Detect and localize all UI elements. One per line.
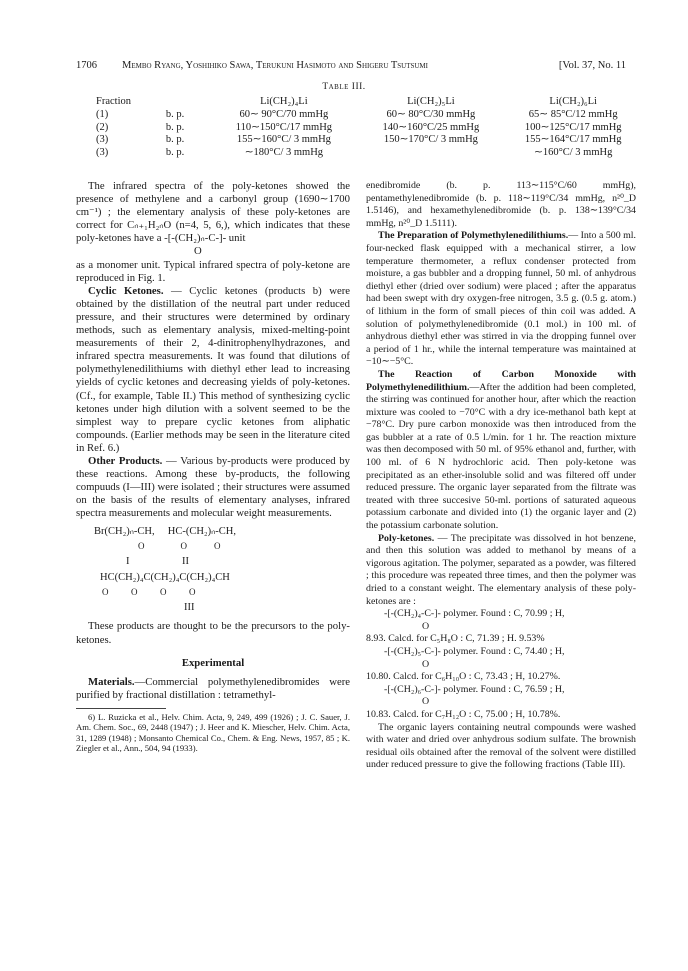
paragraph-dibromides: enedibromide (b. p. 113∼115°C/60 mmHg), pentamethylenedibromide (b. p. 118∼119°C/34 mmHg, n²⁰_D 1.5146), and hexamethylenedibromide (b. p. 138∼139°C/34 mmHg, n²⁰_D 1.5111). [366, 180, 636, 229]
table-header-row [82, 96, 642, 109]
formula-line-2: O O O [138, 541, 221, 552]
paragraph-infrared: The infrared spectra of the poly-ketones showed the presence of methylene and a carbonyl group (1690∼1700 cm⁻¹) ; the elementary analysis of these poly-ketones are correct for Cₙ₊₁H₂ₙO (n=4, 5, 6,), which indicates that these poly-ketones have a -[-(CH₂)ₙ-C-]- unit [76, 180, 350, 245]
carbonyl-o: O [194, 245, 202, 258]
materials-body: —Commercial polymethylenedibromides were purified by fractional distillation : tetramethyl- [76, 675, 350, 701]
analysis-calc-2: 10.80. Calcd. for C₆H₁₀O : C, 73.43 ; H, 10.27%. [366, 671, 561, 683]
carbonyl-o-2: O [422, 658, 430, 670]
paragraph-co-reaction [366, 369, 636, 533]
paragraph-polyketones [366, 533, 636, 609]
other-body: — Various by-products were produced by these reactions. Among these by-products, the following compuuds (I—III) were isolated ; their structures were assumed on the basis of the results of elementary analyses, infrared spectra measurements and molecular weight measurements. [76, 454, 350, 520]
col-li4: Li(CH₂)₄Li [260, 96, 308, 107]
right-column [366, 180, 636, 772]
paragraph-infrared-cont: as a monomer unit. Typical infrared spectra of poly-ketone are reproduced in Fig. 1. [76, 258, 350, 284]
col-li6: Li(CH₂)₆Li [549, 96, 597, 107]
table-row: (3) b. p. ∼180°C/ 3 mmHg ∼160°C/ 3 mmHg [96, 147, 613, 159]
formula-line-1: Br(CH₂)ₙ-CH, HC-(CH₂)ₙ-CH, [94, 526, 236, 538]
polyketones-body: — The precipitate was dissolved in hot benzene, and then this solution was added to methanol by means of a vigorous agitation. The polymer, separated as a powder, was filtered ; this procedure was repeated three times, and then the polymer was dried to a constant weight. The elementary analysis of these poly-ketones are : [366, 532, 636, 607]
experimental-heading: Experimental [181, 656, 245, 669]
fraction-table [82, 96, 642, 160]
materials-heading: Materials. [88, 675, 135, 688]
analysis-line-2: -[-(CH₂)₅-C-]- polymer. Found : C, 74.40 ; H, [384, 645, 565, 657]
paragraph-fractions: The organic layers containing neutral compounds were washed with water and dried over anhydrous sodium sulfate. The brownish residual oils obtained after the removal of the solvent were distilled under reduced pressure to give the following fractions (Table III). [366, 721, 636, 771]
table-row: (3) b. p. 155∼160°C/ 3 mmHg 150∼170°C/ 3 mmHg 155∼164°C/17 mmHg [96, 134, 622, 146]
analysis-calc-3: 10.83. Calcd. for C₇H₁₂O : C, 75.00 ; H, 10.78%. [366, 708, 561, 720]
carbonyl-o-3: O [422, 696, 430, 708]
paragraph-other [76, 455, 350, 520]
author-line: Membo Ryang, Yoshihiko Sawa, Terukuni Hasimoto and Shigeru Tsutsumi [122, 60, 428, 71]
formula-line-5: O O O O [102, 587, 196, 598]
paragraph-preparation [366, 230, 636, 369]
formula-line-6: III [184, 602, 195, 614]
volume-info: [Vol. 37, No. 11 [558, 60, 626, 71]
carbonyl-o-1: O [422, 620, 430, 632]
analysis-line-3: -[-(CH₂)₆-C-]- polymer. Found : C, 76.59 ; H, [384, 683, 565, 695]
footnote-6: 6) L. Ruzicka et al., Helv. Chim. Acta, 9, 249, 499 (1926) ; J. C. Sauer, J. Am. Chem. Soc., 69, 2448 (1947) ; J. Heer and K. Miescher, Helv. Chim. Acta, 31, 1289 (1948) ; Monsanto Chemical Co., Chem. & Eng. News, 1957, 85 ; K. Ziegler et al., Ann., 504, 94 (1933). [76, 711, 350, 753]
cyclic-body: — Cyclic ketones (products b) were obtained by the distillation of the neutral part under reduced pressure, and their structures were determined by ordinary methods, such as elementary analysis, mixed-melting-point measurements of their 2, 4-dinitrophenylhydrazones, and infrared spectra measurements. It was found that dilutions of polymethylenedilithiums with diethyl ether lead to increasing yields of cyclic ketones and decreasing yields of poly-ketones. (Cf., for example, Table II.) This method of synthesizing cyclic ketones under high dilution with a solvent seemed to be the simplest way to prepare cyclic ketones from aliphatic compounds. (Earlier methods may be seen in the literature cited in Ref. 6.) [76, 284, 351, 454]
page-number: 1706 [76, 60, 97, 71]
other-heading: Other Products. [88, 454, 163, 467]
table-title: Table III. [322, 82, 366, 92]
formula-line-3: I II [126, 556, 189, 568]
cyclic-heading: Cyclic Ketones. [88, 284, 164, 297]
col-fraction: Fraction [96, 96, 131, 107]
preparation-heading: The Preparation of Polymethylenedilithiums. [378, 230, 569, 242]
left-column [76, 180, 350, 753]
preparation-body: — Into a 500 ml. four-necked flask equipped with a mechanical stirrer, a low temperature thermometer, a reflux condenser protected from moisture, a gas bubbler and a dropping funnel, 50 ml. of anhydrous diethyl ether (dried over sodium) were placed ; after the apparatus had been swept with dry oxygen-free nitrogen, 3.5 g. (0.5 g. atom.) of lithium in the form of small pieces of thin coil was added. A solution of polymethylenedibromide (0.1 mol.) in 100 ml. of anhydrous diethyl ether was stirred in via the dropping funnel over a period of 1 hr., while the internal temperature was maintained at −10∼−5°C. [366, 230, 637, 368]
analysis-line-1: -[-(CH₂)₄-C-]- polymer. Found : C, 70.99 ; H, [384, 608, 565, 620]
polyketones-heading: Poly-ketones. [378, 532, 435, 544]
co-reaction-heading: The Reaction of Carbon Monoxide with Polymethylenedilithium. [366, 368, 636, 393]
paragraph-precursors: These products are thought to be the precursors to the poly-ketones. [76, 620, 350, 646]
paragraph-cyclic [76, 285, 350, 455]
formula-line-4: HC(CH₂)₄C(CH₂)₄C(CH₂)₄CH [100, 572, 230, 584]
paragraph-materials [76, 676, 350, 702]
table-row: (1) b. p. 60∼ 90°C/70 mmHg 60∼ 80°C/30 mmHg 65∼ 85°C/12 mmHg [96, 108, 618, 120]
footnote-rule [76, 708, 166, 709]
analysis-calc-1: 8.93. Calcd. for C₅H₈O : C, 71.39 ; H. 9.53% [366, 633, 545, 645]
co-reaction-body: —After the addition had been completed, the stirring was continued for another hour, after which the reaction mixture was cooled to −70°C with a dry ice-methanol bath kept at −78°C. Dry pure carbon monoxide was then introduced from the gas bubbler at a rate of 0.5 l./min. for 1 hr. The reaction mixture was then decomposed with 50 ml. of 95% ethanol and, further, with 100 ml. of 6 N hydrochloric acid. Then poly-ketone was precipitated as an ether-insoluble solid and was filtered off under reduced pressure. The organic layer separated from the filtrate was treated with three succesive 50-ml. portions of saturated aqueous potassium carbonate and divided into (1) the organic layer and (2) the potassium carbonate solution. [366, 381, 636, 532]
running-header [76, 60, 626, 71]
table-row: (2) b. p. 110∼150°C/17 mmHg 140∼160°C/25 mmHg 100∼125°C/17 mmHg [96, 121, 622, 133]
col-li5: Li(CH₂)₅Li [407, 96, 455, 107]
